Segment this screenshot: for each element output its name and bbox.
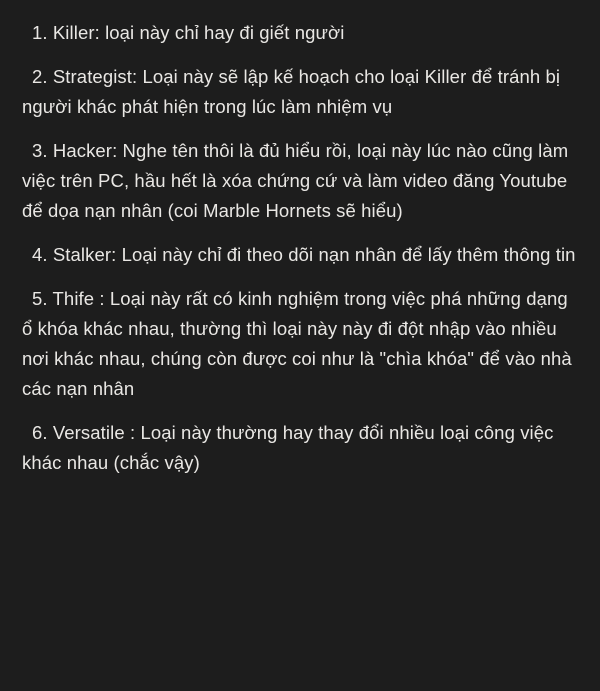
list-item-versatile: 6. Versatile : Loại này thường hay thay đổi nhiều loại công việc khác nhau (chắc vậy) bbox=[22, 421, 554, 473]
list-item-killer: 1. Killer: loại này chỉ hay đi giết người bbox=[32, 22, 345, 43]
list-item-strategist: 2. Strategist: Loại này sẽ lập kế hoạch cho loại Killer để tránh bị người khác phát hiện trong lúc làm nhiệm vụ bbox=[22, 65, 561, 117]
list-item-stalker: 4. Stalker: Loại này chỉ đi theo dõi nạn nhân để lấy thêm thông tin bbox=[32, 243, 576, 265]
list-item-thife: 5. Thife : Loại này rất có kinh nghiệm trong việc phá những dạng ổ khóa khác nhau, thường thì loại này này đi đột nhập vào nhiều nơi khác nhau, chúng còn được coi như là "chìa khóa" để vào nhà các nạn nhân bbox=[22, 287, 572, 399]
list-item-hacker: 3. Hacker: Nghe tên thôi là đủ hiểu rồi, loại này lúc nào cũng làm việc trên PC, hầu hết là xóa chứng cứ và làm video đăng Youtube để dọa nạn nhân (coi Marble Hornets sẽ hiểu) bbox=[22, 139, 569, 221]
